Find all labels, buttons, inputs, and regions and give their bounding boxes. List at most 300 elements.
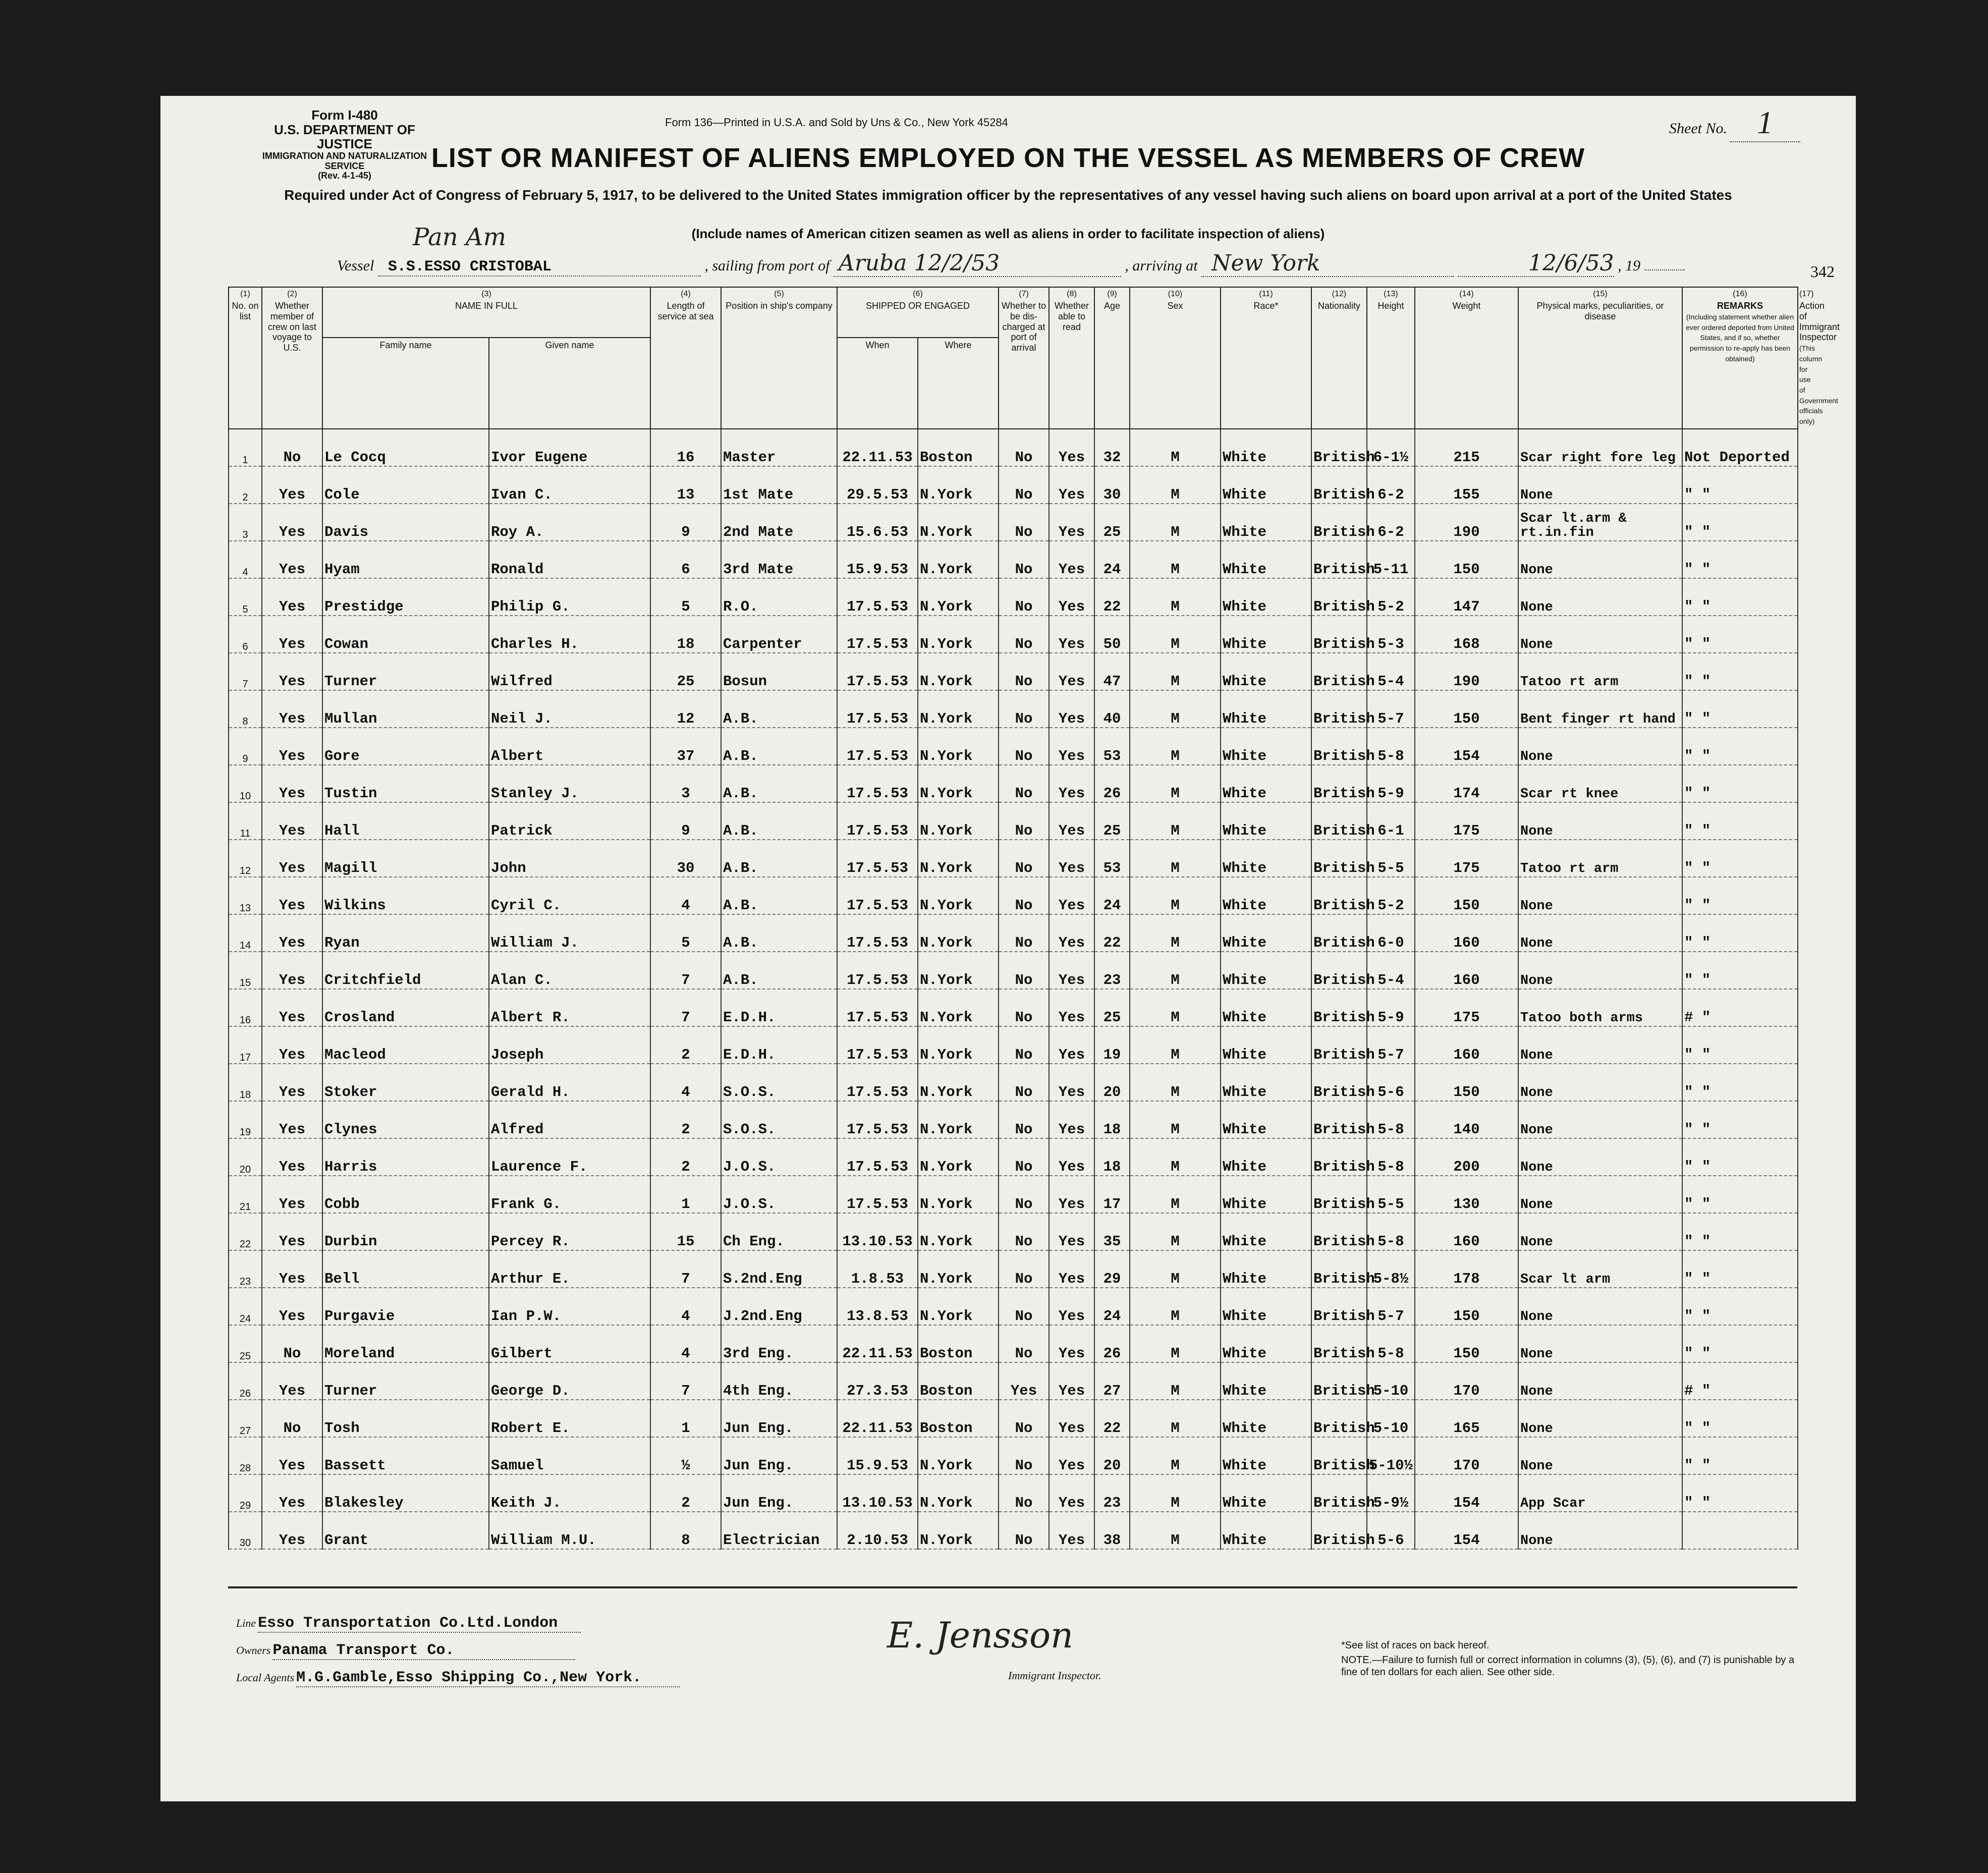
length-of-service-cell: 4	[650, 1325, 721, 1362]
remarks-cell: " "	[1682, 1176, 1798, 1213]
able-to-read-cell: Yes	[1049, 1176, 1094, 1213]
family-name-cell: Ryan	[322, 914, 489, 952]
weight-cell: 150	[1415, 1325, 1518, 1362]
vessel-line	[337, 250, 1685, 277]
length-of-service-cell: 2	[650, 1138, 721, 1176]
table-row	[229, 728, 1798, 765]
height-cell: 5-10	[1367, 1362, 1415, 1400]
last-voyage-cell: Yes	[262, 840, 322, 877]
position-cell: 4th Eng.	[721, 1362, 837, 1400]
shipped-when-cell: 17.5.53	[837, 765, 918, 802]
shipped-where-cell: N.York	[918, 653, 999, 690]
height-cell: 5-7	[1367, 1288, 1415, 1325]
row-number-cell: 15	[229, 952, 262, 989]
discharge-cell: No	[999, 429, 1049, 466]
age-cell: 32	[1094, 429, 1130, 466]
inspector-signature: E. Jensson	[887, 1615, 1074, 1656]
header-row: (1) No. on list (2) Whether member of crew on last voyage to U.S. (3) NAME IN FULL (4) Length of service at sea (5) Position in ship's company (6) SHIPPED OR ENGAGED (7) Whether to be dis-charged at port of arrival (8) Whether able to read (9) Age (10) Sex (11) Race* (12) Nationality (13) Height (14) Weight (15) Physical marks, peculiarities, or disease (16) REMARKS (Including statement whether alien ever ordered deported from United States, and if so, whether permission to re-apply has been obtained) (17) Action of Immigrant Inspector (This column for use of Government officials only)	[229, 287, 1798, 338]
discharge-cell: No	[999, 690, 1049, 728]
height-cell: 5-3	[1367, 616, 1415, 653]
race-cell: White	[1221, 1474, 1311, 1512]
include-note: (Include names of American citizen seamen as well as aliens in order to facilitate inspection of aliens)	[691, 226, 1325, 241]
physical-marks-cell: None	[1518, 578, 1682, 616]
length-of-service-cell: 2	[650, 1474, 721, 1512]
shipped-when-cell: 17.5.53	[837, 840, 918, 877]
able-to-read-cell: Yes	[1049, 1474, 1094, 1512]
printer-note: Form 136—Printed in U.S.A. and Sold by Uns & Co., New York 45284	[665, 116, 1008, 129]
discharge-cell: No	[999, 1437, 1049, 1474]
discharge-cell: No	[999, 1250, 1049, 1288]
footer-divider	[228, 1586, 1797, 1588]
given-name-cell: William J.	[489, 914, 650, 952]
remarks-cell	[1682, 1512, 1798, 1549]
shipped-when-cell: 17.5.53	[837, 802, 918, 840]
position-cell: Carpenter	[721, 616, 837, 653]
remarks-cell: " "	[1682, 1101, 1798, 1138]
position-cell: E.D.H.	[721, 989, 837, 1026]
shipped-where-cell: N.York	[918, 1437, 999, 1474]
family-name-cell: Moreland	[322, 1325, 489, 1362]
row-number-cell: 5	[229, 578, 262, 616]
height-cell: 5-6	[1367, 1064, 1415, 1101]
height-cell: 5-4	[1367, 952, 1415, 989]
weight-cell: 175	[1415, 802, 1518, 840]
table-row	[229, 1288, 1798, 1325]
races-note: *See list of races on back hereof.	[1341, 1640, 1489, 1651]
shipped-where-cell: N.York	[918, 1250, 999, 1288]
sex-cell: M	[1130, 914, 1221, 952]
shipped-when-cell: 17.5.53	[837, 1064, 918, 1101]
line-label: Line	[236, 1617, 256, 1629]
age-cell: 22	[1094, 914, 1130, 952]
nationality-cell: British	[1311, 1362, 1367, 1400]
document-title: LIST OR MANIFEST OF ALIENS EMPLOYED ON THE VESSEL AS MEMBERS OF CREW	[431, 143, 1585, 173]
age-cell: 25	[1094, 802, 1130, 840]
position-cell: 3rd Eng.	[721, 1325, 837, 1362]
sailing-port: Aruba 12/2/53	[834, 250, 1121, 277]
height-cell: 5-8	[1367, 1101, 1415, 1138]
family-name-cell: Tustin	[322, 765, 489, 802]
sex-cell: M	[1130, 578, 1221, 616]
nationality-cell: British	[1311, 1176, 1367, 1213]
shipped-when-cell: 17.5.53	[837, 653, 918, 690]
able-to-read-cell: Yes	[1049, 765, 1094, 802]
weight-cell: 147	[1415, 578, 1518, 616]
race-cell: White	[1221, 877, 1311, 914]
discharge-cell: No	[999, 1400, 1049, 1437]
able-to-read-cell: Yes	[1049, 653, 1094, 690]
length-of-service-cell: 4	[650, 877, 721, 914]
able-to-read-cell: Yes	[1049, 578, 1094, 616]
last-voyage-cell: Yes	[262, 877, 322, 914]
length-of-service-cell: ½	[650, 1437, 721, 1474]
height-cell: 5-7	[1367, 1026, 1415, 1064]
weight-cell: 200	[1415, 1138, 1518, 1176]
discharge-cell: No	[999, 765, 1049, 802]
given-name-cell: Gilbert	[489, 1325, 650, 1362]
weight-cell: 215	[1415, 429, 1518, 466]
given-name-cell: Roy A.	[489, 504, 650, 541]
family-name-cell: Stoker	[322, 1064, 489, 1101]
position-cell: S.2nd.Eng	[721, 1250, 837, 1288]
family-name-cell: Magill	[322, 840, 489, 877]
table-row	[229, 653, 1798, 690]
sex-cell: M	[1130, 1213, 1221, 1250]
discharge-cell: No	[999, 914, 1049, 952]
age-cell: 30	[1094, 466, 1130, 504]
weight-cell: 178	[1415, 1250, 1518, 1288]
remarks-cell: " "	[1682, 1437, 1798, 1474]
physical-marks-cell: Scar lt arm	[1518, 1250, 1682, 1288]
last-voyage-cell: Yes	[262, 578, 322, 616]
length-of-service-cell: 7	[650, 952, 721, 989]
last-voyage-cell: Yes	[262, 1512, 322, 1549]
family-name-cell: Grant	[322, 1512, 489, 1549]
family-name-cell: Bell	[322, 1250, 489, 1288]
age-cell: 17	[1094, 1176, 1130, 1213]
row-number-cell: 12	[229, 840, 262, 877]
remarks-cell: " "	[1682, 1474, 1798, 1512]
able-to-read-cell: Yes	[1049, 690, 1094, 728]
sex-cell: M	[1130, 728, 1221, 765]
age-cell: 25	[1094, 504, 1130, 541]
family-name-cell: Wilkins	[322, 877, 489, 914]
given-name-cell: Percey R.	[489, 1213, 650, 1250]
remarks-cell: " "	[1682, 728, 1798, 765]
remarks-cell: " "	[1682, 1250, 1798, 1288]
shipped-when-cell: 17.5.53	[837, 1176, 918, 1213]
able-to-read-cell: Yes	[1049, 1325, 1094, 1362]
table-row	[229, 1213, 1798, 1250]
length-of-service-cell: 18	[650, 616, 721, 653]
row-number-cell: 26	[229, 1362, 262, 1400]
shipped-where-cell: N.York	[918, 1101, 999, 1138]
race-cell: White	[1221, 1325, 1311, 1362]
remarks-cell: " "	[1682, 466, 1798, 504]
sex-cell: M	[1130, 1101, 1221, 1138]
discharge-cell: No	[999, 578, 1049, 616]
given-name-cell: William M.U.	[489, 1512, 650, 1549]
discharge-cell: No	[999, 1026, 1049, 1064]
sex-cell: M	[1130, 1064, 1221, 1101]
given-name-cell: Charles H.	[489, 616, 650, 653]
col-header-sex: (10) Sex	[1130, 287, 1221, 429]
sex-cell: M	[1130, 504, 1221, 541]
sex-cell: M	[1130, 1288, 1221, 1325]
physical-marks-cell: None	[1518, 802, 1682, 840]
given-name-cell: Ronald	[489, 541, 650, 578]
family-name-cell: Clynes	[322, 1101, 489, 1138]
service: IMMIGRATION AND NATURALIZATION SERVICE	[262, 150, 427, 171]
shipped-when-cell: 1.8.53	[837, 1250, 918, 1288]
remarks-cell: " "	[1682, 1138, 1798, 1176]
shipped-when-cell: 29.5.53	[837, 466, 918, 504]
remarks-cell: # "	[1682, 1362, 1798, 1400]
row-number-cell: 3	[229, 504, 262, 541]
age-cell: 24	[1094, 541, 1130, 578]
race-cell: White	[1221, 616, 1311, 653]
shipped-where-cell: N.York	[918, 1026, 999, 1064]
row-number-cell: 21	[229, 1176, 262, 1213]
row-number-cell: 10	[229, 765, 262, 802]
vessel-handwritten-note: Pan Am	[413, 223, 507, 251]
race-cell: White	[1221, 1064, 1311, 1101]
age-cell: 25	[1094, 989, 1130, 1026]
discharge-cell: No	[999, 1176, 1049, 1213]
last-voyage-cell: Yes	[262, 1213, 322, 1250]
table-row	[229, 504, 1798, 541]
family-name-cell: Tosh	[322, 1400, 489, 1437]
row-number-cell: 2	[229, 466, 262, 504]
remarks-cell: " "	[1682, 1325, 1798, 1362]
table-row	[229, 1400, 1798, 1437]
race-cell: White	[1221, 504, 1311, 541]
race-cell: White	[1221, 1437, 1311, 1474]
physical-marks-cell: None	[1518, 1101, 1682, 1138]
discharge-cell: No	[999, 1512, 1049, 1549]
crew-manifest-table	[228, 287, 1840, 1550]
shipped-where-cell: N.York	[918, 989, 999, 1026]
table-row	[229, 541, 1798, 578]
position-cell: J.2nd.Eng	[721, 1288, 837, 1325]
shipped-where-cell: Boston	[918, 1325, 999, 1362]
table-row	[229, 1101, 1798, 1138]
shipped-when-cell: 13.10.53	[837, 1213, 918, 1250]
remarks-cell: " "	[1682, 616, 1798, 653]
height-cell: 5-8	[1367, 1138, 1415, 1176]
position-cell: 3rd Mate	[721, 541, 837, 578]
nationality-cell: British	[1311, 914, 1367, 952]
col-header-race: (11) Race*	[1221, 287, 1311, 429]
race-cell: White	[1221, 728, 1311, 765]
table-row	[229, 1325, 1798, 1362]
row-number-cell: 14	[229, 914, 262, 952]
col-header-length-service: (4) Length of service at sea	[650, 287, 721, 429]
row-number-cell: 29	[229, 1474, 262, 1512]
family-name-cell: Turner	[322, 653, 489, 690]
given-name-cell: Frank G.	[489, 1176, 650, 1213]
family-name-cell: Prestidge	[322, 578, 489, 616]
row-number-cell: 8	[229, 690, 262, 728]
last-voyage-cell: Yes	[262, 541, 322, 578]
physical-marks-cell: None	[1518, 1213, 1682, 1250]
weight-cell: 160	[1415, 952, 1518, 989]
last-voyage-cell: Yes	[262, 1101, 322, 1138]
last-voyage-cell: No	[262, 429, 322, 466]
position-cell: A.B.	[721, 765, 837, 802]
position-cell: A.B.	[721, 914, 837, 952]
discharge-cell: No	[999, 1064, 1049, 1101]
able-to-read-cell: Yes	[1049, 616, 1094, 653]
weight-cell: 160	[1415, 1213, 1518, 1250]
last-voyage-cell: No	[262, 1325, 322, 1362]
remarks-cell: " "	[1682, 1288, 1798, 1325]
given-name-cell: Albert R.	[489, 989, 650, 1026]
remarks-cell: " "	[1682, 1400, 1798, 1437]
age-cell: 18	[1094, 1101, 1130, 1138]
able-to-read-cell: Yes	[1049, 802, 1094, 840]
position-cell: A.B.	[721, 840, 837, 877]
sex-cell: M	[1130, 840, 1221, 877]
family-name-cell: Blakesley	[322, 1474, 489, 1512]
nationality-cell: British	[1311, 616, 1367, 653]
row-number-cell: 18	[229, 1064, 262, 1101]
sex-cell: M	[1130, 1474, 1221, 1512]
position-cell: A.B.	[721, 877, 837, 914]
physical-marks-cell: None	[1518, 1064, 1682, 1101]
physical-marks-cell: None	[1518, 1437, 1682, 1474]
family-name-cell: Crosland	[322, 989, 489, 1026]
physical-marks-cell: None	[1518, 1176, 1682, 1213]
shipped-where-cell: N.York	[918, 952, 999, 989]
shipped-where-cell: N.York	[918, 765, 999, 802]
remarks-cell: " "	[1682, 1213, 1798, 1250]
nationality-cell: British	[1311, 840, 1367, 877]
remarks-cell: " "	[1682, 802, 1798, 840]
shipped-where-cell: N.York	[918, 690, 999, 728]
row-number-cell: 27	[229, 1400, 262, 1437]
physical-marks-cell: None	[1518, 616, 1682, 653]
physical-marks-cell: None	[1518, 541, 1682, 578]
shipped-where-cell: N.York	[918, 840, 999, 877]
row-number-cell: 9	[229, 728, 262, 765]
nationality-cell: British	[1311, 1325, 1367, 1362]
position-cell: R.O.	[721, 578, 837, 616]
nationality-cell: British	[1311, 1512, 1367, 1549]
shipped-when-cell: 13.8.53	[837, 1288, 918, 1325]
able-to-read-cell: Yes	[1049, 1213, 1094, 1250]
sheet-label: Sheet No.	[1669, 120, 1727, 137]
able-to-read-cell: Yes	[1049, 1400, 1094, 1437]
physical-marks-cell: None	[1518, 728, 1682, 765]
length-of-service-cell: 9	[650, 504, 721, 541]
family-name-cell: Davis	[322, 504, 489, 541]
sex-cell: M	[1130, 952, 1221, 989]
able-to-read-cell: Yes	[1049, 1288, 1094, 1325]
given-name-cell: George D.	[489, 1362, 650, 1400]
nationality-cell: British	[1311, 578, 1367, 616]
age-cell: 23	[1094, 1474, 1130, 1512]
family-name-cell: Gore	[322, 728, 489, 765]
family-name-cell: Hyam	[322, 541, 489, 578]
col-header-no: (1) No. on list	[229, 287, 262, 429]
position-cell: 2nd Mate	[721, 504, 837, 541]
length-of-service-cell: 25	[650, 653, 721, 690]
sex-cell: M	[1130, 1176, 1221, 1213]
able-to-read-cell: Yes	[1049, 877, 1094, 914]
length-of-service-cell: 4	[650, 1064, 721, 1101]
height-cell: 5-8	[1367, 728, 1415, 765]
last-voyage-cell: Yes	[262, 1474, 322, 1512]
able-to-read-cell: Yes	[1049, 504, 1094, 541]
crew-rows	[229, 429, 1798, 1549]
shipped-where-cell: N.York	[918, 1176, 999, 1213]
nationality-cell: British	[1311, 1400, 1367, 1437]
height-cell: 5-6	[1367, 1512, 1415, 1549]
remarks-cell: " "	[1682, 1064, 1798, 1101]
shipped-when-cell: 17.5.53	[837, 1101, 918, 1138]
col-header-given-name: Given name	[489, 338, 650, 429]
length-of-service-cell: 12	[650, 690, 721, 728]
nationality-cell: British	[1311, 429, 1367, 466]
last-voyage-cell: Yes	[262, 1176, 322, 1213]
row-number-cell: 30	[229, 1512, 262, 1549]
height-cell: 5-8½	[1367, 1250, 1415, 1288]
last-voyage-cell: Yes	[262, 728, 322, 765]
shipped-where-cell: N.York	[918, 1512, 999, 1549]
position-cell: Ch Eng.	[721, 1213, 837, 1250]
length-of-service-cell: 9	[650, 802, 721, 840]
position-cell: S.O.S.	[721, 1064, 837, 1101]
position-cell: Master	[721, 429, 837, 466]
physical-marks-cell: Tatoo rt arm	[1518, 653, 1682, 690]
shipped-where-cell: N.York	[918, 1474, 999, 1512]
length-of-service-cell: 5	[650, 914, 721, 952]
revision: (Rev. 4-1-45)	[318, 171, 371, 181]
table-row	[229, 877, 1798, 914]
nationality-cell: British	[1311, 690, 1367, 728]
table-row	[229, 1138, 1798, 1176]
col-header-read: (8) Whether able to read	[1049, 287, 1094, 429]
vessel-name: S.S.ESSO CRISTOBAL	[378, 258, 701, 277]
owners-value: Panama Transport Co.	[272, 1642, 575, 1660]
age-cell: 47	[1094, 653, 1130, 690]
row-number-cell: 16	[229, 989, 262, 1026]
given-name-cell: Joseph	[489, 1026, 650, 1064]
sex-cell: M	[1130, 877, 1221, 914]
weight-cell: 175	[1415, 989, 1518, 1026]
race-cell: White	[1221, 840, 1311, 877]
race-cell: White	[1221, 541, 1311, 578]
race-cell: White	[1221, 802, 1311, 840]
remarks-cell: " "	[1682, 1026, 1798, 1064]
age-cell: 19	[1094, 1026, 1130, 1064]
able-to-read-cell: Yes	[1049, 840, 1094, 877]
given-name-cell: Samuel	[489, 1437, 650, 1474]
given-name-cell: Philip G.	[489, 578, 650, 616]
table-row	[229, 1437, 1798, 1474]
race-cell: White	[1221, 690, 1311, 728]
able-to-read-cell: Yes	[1049, 1250, 1094, 1288]
sex-cell: M	[1130, 541, 1221, 578]
sex-cell: M	[1130, 989, 1221, 1026]
race-cell: White	[1221, 578, 1311, 616]
family-name-cell: Hall	[322, 802, 489, 840]
race-cell: White	[1221, 653, 1311, 690]
shipped-where-cell: N.York	[918, 466, 999, 504]
length-of-service-cell: 37	[650, 728, 721, 765]
shipped-where-cell: N.York	[918, 1288, 999, 1325]
legal-requirement: Required under Act of Congress of February 5, 1917, to be delivered to the United States immigration officer by the representatives of any vessel having such aliens on board upon arrival at a port of the United States	[284, 187, 1732, 203]
discharge-cell: No	[999, 989, 1049, 1026]
family-name-cell: Cowan	[322, 616, 489, 653]
arrival-date: 12/6/53	[1458, 250, 1614, 277]
shipped-when-cell: 17.5.53	[837, 952, 918, 989]
age-cell: 26	[1094, 765, 1130, 802]
sex-cell: M	[1130, 429, 1221, 466]
last-voyage-cell: Yes	[262, 504, 322, 541]
nationality-cell: British	[1311, 802, 1367, 840]
height-cell: 6-1½	[1367, 429, 1415, 466]
given-name-cell: Ian P.W.	[489, 1288, 650, 1325]
position-cell: E.D.H.	[721, 1026, 837, 1064]
race-cell: White	[1221, 429, 1311, 466]
shipped-when-cell: 22.11.53	[837, 1325, 918, 1362]
shipped-when-cell: 17.5.53	[837, 989, 918, 1026]
given-name-cell: Stanley J.	[489, 765, 650, 802]
year-blank	[1644, 269, 1685, 270]
remarks-cell: # "	[1682, 989, 1798, 1026]
